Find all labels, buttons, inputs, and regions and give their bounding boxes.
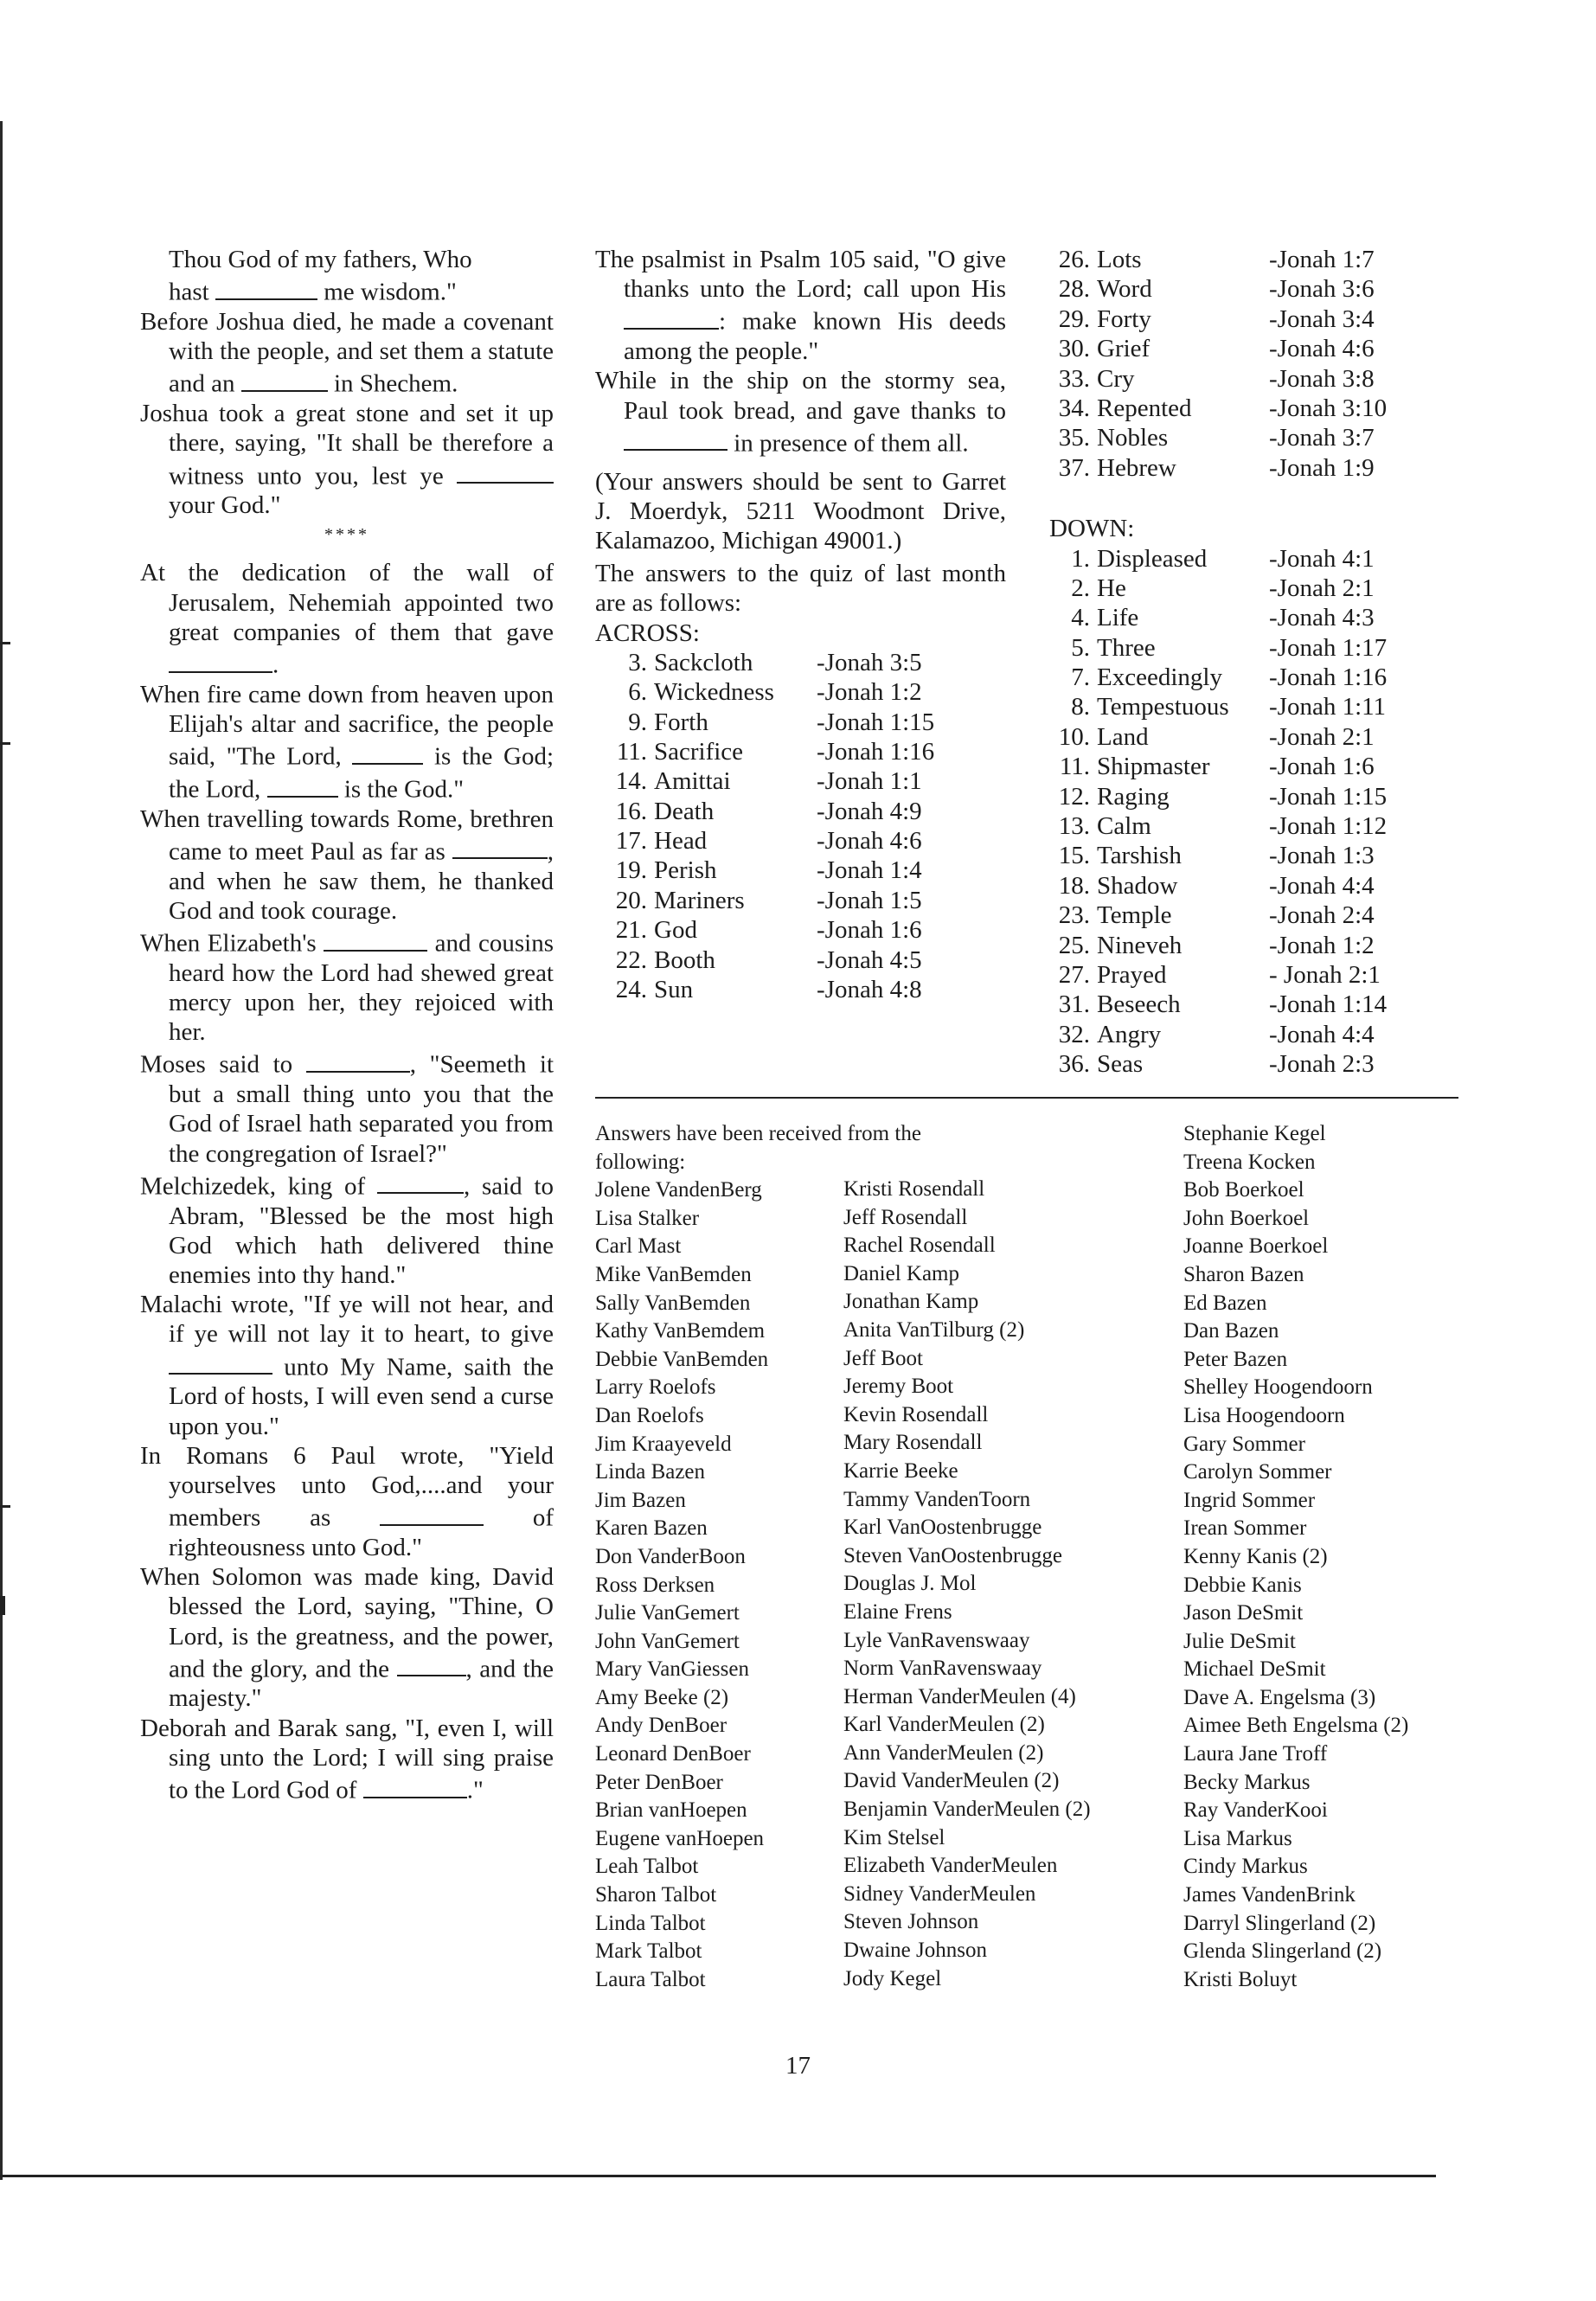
- respondent-name: Jolene VandenBerg: [595, 1178, 762, 1202]
- answer-reference: -Jonah 1:11: [1269, 693, 1387, 721]
- respondent-name: Debbie Kanis: [1183, 1573, 1302, 1597]
- answer-number: 3.: [628, 648, 647, 676]
- respondent-name: Darryl Slingerland (2): [1183, 1911, 1376, 1935]
- answer-row: [595, 677, 1006, 707]
- scan-edge-mark: [0, 1596, 5, 1615]
- respondent-name: James VandenBrink: [1183, 1883, 1356, 1907]
- answer-number: 5.: [1071, 633, 1090, 662]
- answers-column-3: [1049, 245, 1465, 1080]
- answer-word: Sacrifice: [654, 737, 744, 766]
- respondent-name: Brian vanHoepen: [595, 1798, 747, 1823]
- answer-number: 16.: [615, 797, 647, 825]
- answer-number: 14.: [615, 767, 647, 796]
- respondent-name: Anita VanTilburg (2): [843, 1317, 1025, 1342]
- answer-reference: -Jonah 1:17: [1269, 633, 1388, 662]
- quiz-question: Joshua took a great stone and set it up there, saying, "It shall be therefore a witness unto you, lest ye your God.": [140, 400, 554, 520]
- scan-left-edge: [0, 121, 3, 2180]
- respondent-name: Karen Bazen: [595, 1516, 708, 1541]
- answer-number: 6.: [628, 678, 647, 707]
- answer-row: [1049, 663, 1465, 692]
- respondent-name: Michael DeSmit: [1183, 1657, 1326, 1682]
- answer-row: [595, 766, 1006, 796]
- respondent-name: Laura Jane Troff: [1183, 1742, 1328, 1766]
- respondent-name: Ed Bazen: [1183, 1291, 1267, 1315]
- answer-row: [1049, 1049, 1465, 1079]
- answer-row: [1049, 394, 1465, 423]
- respondent-name: David VanderMeulen (2): [843, 1769, 1060, 1793]
- answer-row: [1049, 960, 1465, 990]
- names-column-2: [843, 1176, 1091, 1990]
- quiz-question: When Elizabeth's and cousins heard how the Lord had shewed great mercy upon her, they rejoiced with her.: [140, 926, 554, 1047]
- page-number: 17: [785, 2052, 811, 2080]
- answer-number: 31.: [1058, 990, 1090, 1019]
- answer-row: [1049, 364, 1465, 394]
- answer-word: Seas: [1097, 1050, 1144, 1079]
- respondent-name: Leah Talbot: [595, 1855, 699, 1879]
- respondent-name: Ross Derksen: [595, 1573, 715, 1597]
- answer-blank: [352, 739, 423, 765]
- answer-row: [1049, 574, 1465, 603]
- answer-number: 17.: [615, 827, 647, 856]
- answer-number: 13.: [1058, 812, 1090, 841]
- respondent-name: Dave A. Engelsma (3): [1183, 1685, 1376, 1709]
- answer-reference: -Jonah 1:15: [817, 708, 935, 736]
- answer-row: [1049, 722, 1465, 752]
- answer-reference: -Jonah 1:5: [817, 886, 922, 914]
- respondent-name: Mike VanBemden: [595, 1262, 752, 1286]
- answer-word: Forth: [654, 708, 708, 736]
- respondent-name: Jason DeSmit: [1183, 1601, 1304, 1625]
- across-heading: ACROSS:: [595, 619, 700, 647]
- respondent-name: Andy DenBoer: [595, 1714, 727, 1738]
- answer-blank: [324, 926, 427, 952]
- answer-reference: -Jonah 1:2: [817, 678, 922, 707]
- answer-word: Death: [654, 797, 715, 825]
- scan-edge-mark: [0, 642, 10, 644]
- respondent-name: Sidney VanderMeulen: [843, 1881, 1036, 1906]
- answer-word: Repented: [1097, 394, 1192, 422]
- respondent-name: Mary VanGiessen: [595, 1657, 749, 1682]
- respondent-name: Sharon Bazen: [1183, 1262, 1304, 1286]
- answer-reference: -Jonah 4:3: [1269, 604, 1375, 632]
- answer-reference: -Jonah 4:8: [817, 976, 922, 1004]
- answer-blank: [624, 304, 719, 330]
- answer-number: 22.: [615, 945, 647, 974]
- respondent-name: Herman VanderMeulen (4): [843, 1684, 1076, 1708]
- answer-row: [1049, 841, 1465, 870]
- answer-reference: -Jonah 2:3: [1269, 1050, 1375, 1079]
- quiz-question: In Romans 6 Paul wrote, "Yield yourselves unto God,....and your members as of righteousness unto God.": [140, 1441, 554, 1561]
- scan-edge-mark: [0, 1505, 10, 1508]
- answer-word: Three: [1097, 633, 1156, 662]
- answer-blank: [267, 772, 338, 798]
- answer-row: [595, 975, 1006, 1004]
- answer-reference: -Jonah 1:1: [817, 767, 922, 796]
- respondent-name: Carolyn Sommer: [1183, 1460, 1332, 1484]
- received-intro-line: Answers have been received from the: [595, 1122, 921, 1145]
- answer-word: Mariners: [654, 886, 745, 914]
- respondent-name: Julie DeSmit: [1183, 1629, 1296, 1653]
- answer-row: [1049, 990, 1465, 1019]
- respondent-name: Jim Bazen: [595, 1488, 686, 1512]
- respondent-name: Lisa Hoogendoorn: [1183, 1403, 1345, 1427]
- answer-reference: -Jonah 3:7: [1269, 424, 1375, 452]
- answer-blank: [169, 647, 272, 673]
- answer-word: God: [654, 916, 697, 945]
- respondent-name: Glenda Slingerland (2): [1183, 1939, 1382, 1964]
- respondent-name: Jeremy Boot: [843, 1375, 954, 1399]
- respondent-name: Kristi Rosendall: [843, 1177, 985, 1201]
- answer-reference: -Jonah 3:5: [817, 648, 922, 676]
- respondent-name: Sharon Talbot: [595, 1883, 717, 1907]
- answer-reference: -Jonah 1:6: [1269, 753, 1375, 781]
- answer-number: 34.: [1058, 394, 1090, 422]
- answer-row: [595, 915, 1006, 945]
- respondent-name: Kenny Kanis (2): [1183, 1544, 1328, 1568]
- answer-row: [1049, 811, 1465, 841]
- respondent-name: Karrie Beeke: [843, 1458, 958, 1483]
- answer-number: 11.: [616, 737, 647, 766]
- answer-reference: -Jonah 2:1: [1269, 722, 1375, 751]
- respondent-name: Steven Johnson: [843, 1910, 979, 1934]
- answer-number: 27.: [1058, 960, 1090, 989]
- answer-reference: -Jonah 1:9: [1269, 453, 1375, 482]
- across-answer-list: [595, 648, 1006, 1005]
- respondent-name: Jonathan Kamp: [843, 1290, 979, 1314]
- answer-number: 29.: [1058, 304, 1090, 333]
- answer-number: 1.: [1071, 544, 1090, 573]
- answer-word: Displeased: [1097, 544, 1208, 573]
- answer-row: [1049, 274, 1465, 304]
- respondent-name: John Boerkoel: [1183, 1206, 1310, 1230]
- answer-word: Nineveh: [1097, 931, 1183, 959]
- respondent-name: Gary Sommer: [1183, 1432, 1305, 1456]
- answer-number: 30.: [1058, 335, 1090, 363]
- respondent-name: Mary Rosendall: [843, 1431, 983, 1455]
- respondent-name: Ray VanderKooi: [1183, 1798, 1328, 1823]
- respondent-name: Elaine Frens: [843, 1599, 952, 1624]
- respondent-name: Shelley Hoogendoorn: [1183, 1375, 1373, 1400]
- answer-number: 33.: [1058, 364, 1090, 393]
- answer-reference: -Jonah 1:15: [1269, 782, 1388, 811]
- quiz-question: At the dedication of the wall of Jerusalem, Nehemiah appointed two great companies of them that gave .: [140, 559, 554, 679]
- respondent-name: Kathy VanBemdem: [595, 1319, 766, 1343]
- answer-row: [595, 797, 1006, 826]
- respondent-name: Julie VanGemert: [595, 1601, 740, 1625]
- answer-word: Prayed: [1097, 960, 1167, 989]
- answer-reference: -Jonah 1:6: [817, 916, 922, 945]
- answer-reference: -Jonah 3:10: [1269, 394, 1388, 422]
- answer-number: 21.: [615, 916, 647, 945]
- respondent-name: Karl VanOostenbrugge: [843, 1516, 1042, 1540]
- answer-reference: -Jonah 1:3: [1269, 842, 1375, 870]
- answer-reference: -Jonah 3:6: [1269, 275, 1375, 304]
- quiz-question: When Solomon was made king, David blessed the Lord, saying, "Thine, O Lord, is the greatness, and the power, and the glory, and the , and the majesty.": [140, 1563, 554, 1713]
- section-divider-stars: ****: [324, 525, 369, 545]
- answer-word: Beseech: [1097, 990, 1181, 1019]
- quiz-question: When fire came down from heaven upon Elijah's altar and sacrifice, the people said, "The Lord, is the God; the Lord, is the God.": [140, 680, 554, 804]
- respondent-name: Joanne Boerkoel: [1183, 1234, 1329, 1259]
- answer-blank: [169, 1349, 272, 1375]
- quiz-question: Melchizedek, king of , said to Abram, "Blessed be the most high God which hath delivered thine enemies into thy hand.": [140, 1169, 554, 1290]
- answer-blank: [241, 366, 328, 392]
- answer-reference: -Jonah 2:1: [1269, 574, 1375, 602]
- answer-word: Grief: [1097, 335, 1151, 363]
- answer-row: [1049, 871, 1465, 901]
- answer-row: [1049, 1020, 1465, 1049]
- respondent-name: John VanGemert: [595, 1629, 740, 1653]
- respondent-name: Sally VanBemden: [595, 1291, 751, 1315]
- answer-number: 24.: [615, 976, 647, 1004]
- answer-number: 12.: [1058, 782, 1090, 811]
- answer-word: Wickedness: [654, 678, 774, 707]
- answer-row: [595, 826, 1006, 856]
- answer-reference: -Jonah 3:8: [1269, 364, 1375, 393]
- respondent-name: Eugene vanHoepen: [595, 1826, 765, 1850]
- answer-word: He: [1097, 574, 1126, 602]
- down-answer-list: [1049, 544, 1465, 1080]
- respondent-name: Leonard DenBoer: [595, 1742, 751, 1766]
- respondent-name: Irean Sommer: [1183, 1516, 1307, 1541]
- answer-blank: [306, 1047, 410, 1073]
- answer-reference: -Jonah 1:4: [817, 856, 922, 885]
- answer-blank: [397, 1651, 466, 1677]
- answer-word: Shadow: [1097, 871, 1178, 900]
- answer-row: [1049, 633, 1465, 663]
- answer-number: 2.: [1071, 574, 1090, 602]
- answer-number: 8.: [1071, 693, 1090, 721]
- respondent-name: Dan Bazen: [1183, 1319, 1279, 1343]
- answer-blank: [377, 1169, 464, 1195]
- answer-blank: [363, 1772, 467, 1798]
- answer-row: [1049, 901, 1465, 930]
- respondent-name: Kevin Rosendall: [843, 1402, 989, 1426]
- respondent-name: Peter Bazen: [1183, 1347, 1288, 1371]
- quiz-question: Before Joshua died, he made a covenant with the people, and set them a statute and an in Shechem.: [140, 307, 554, 398]
- answer-row: [595, 708, 1006, 737]
- respondent-name: Ann VanderMeulen (2): [843, 1740, 1044, 1765]
- answer-word: Word: [1097, 275, 1152, 304]
- answer-reference: -Jonah 3:4: [1269, 304, 1375, 333]
- names-column-3: [1183, 1120, 1409, 1991]
- section-rule: [595, 1097, 1458, 1099]
- answer-number: 7.: [1071, 663, 1090, 692]
- respondent-name: Elizabeth VanderMeulen: [843, 1854, 1058, 1878]
- respondent-name: Becky Markus: [1183, 1770, 1311, 1794]
- answer-word: Amittai: [654, 767, 731, 796]
- quiz-question: Malachi wrote, "If ye will not hear, and if ye will not lay it to heart, to give unto My Name, saith the Lord of hosts, I will even send a curse upon you.": [140, 1291, 554, 1440]
- answer-number: 11.: [1059, 753, 1090, 781]
- respondent-name: Benjamin VanderMeulen (2): [843, 1798, 1091, 1822]
- answer-number: 37.: [1058, 453, 1090, 482]
- answer-word: Forty: [1097, 304, 1151, 333]
- answer-number: 9.: [628, 708, 647, 736]
- answer-reference: -Jonah 4:4: [1269, 1020, 1375, 1048]
- respondent-name: Larry Roelofs: [595, 1375, 716, 1400]
- answer-row: [1049, 782, 1465, 811]
- answer-number: 15.: [1058, 842, 1090, 870]
- answer-row: [595, 945, 1006, 975]
- respondent-name: Lyle VanRavenswaay: [843, 1628, 1030, 1652]
- answer-reference: -Jonah 4:6: [1269, 335, 1375, 363]
- answer-word: Raging: [1097, 782, 1170, 811]
- respondent-name: Amy Beeke (2): [595, 1685, 729, 1709]
- answer-row: [595, 856, 1006, 885]
- respondent-name: Treena Kocken: [1183, 1150, 1316, 1174]
- respondent-name: Dwaine Johnson: [843, 1939, 987, 1963]
- answer-word: Sackcloth: [654, 648, 753, 676]
- received-intro-line: following:: [595, 1150, 686, 1174]
- answer-word: Nobles: [1097, 424, 1169, 452]
- answer-row: [1049, 603, 1465, 632]
- answer-reference: -Jonah 1:14: [1269, 990, 1388, 1019]
- respondent-name: Carl Mast: [595, 1234, 682, 1259]
- answer-number: 28.: [1058, 275, 1090, 304]
- answer-row: [1049, 752, 1465, 781]
- respondent-name: Norm VanRavenswaay: [843, 1657, 1042, 1681]
- quiz-column-2: [595, 245, 1006, 1004]
- answer-reference: -Jonah 4:6: [817, 827, 922, 856]
- answer-number: 23.: [1058, 901, 1090, 930]
- respondent-name: Jeff Boot: [843, 1346, 923, 1370]
- quiz-question: When travelling towards Rome, brethren came to meet Paul as far as , and when he saw them, he thanked God and took courage.: [140, 804, 554, 925]
- answer-number: 25.: [1058, 931, 1090, 959]
- across-continued-list: [1049, 245, 1465, 483]
- answer-word: Exceedingly: [1097, 663, 1222, 692]
- respondent-name: Douglas J. Mol: [843, 1572, 977, 1596]
- scan-edge-mark: [0, 742, 10, 745]
- answer-row: [595, 737, 1006, 766]
- answer-word: Hebrew: [1097, 453, 1176, 482]
- quiz-line: hast me wisdom.": [140, 274, 554, 307]
- answer-word: Lots: [1097, 246, 1142, 273]
- respondent-name: Laura Talbot: [595, 1967, 706, 1991]
- respondent-name: Kim Stelsel: [843, 1825, 945, 1849]
- answer-number: 19.: [615, 856, 647, 885]
- respondent-name: Karl VanderMeulen (2): [843, 1713, 1045, 1737]
- answer-word: Tempestuous: [1097, 693, 1229, 721]
- respondent-name: Rachel Rosendall: [843, 1234, 996, 1258]
- answer-number: 36.: [1058, 1050, 1090, 1079]
- submission-note: (Your answers should be sent to Garret J. Moerdyk, 5211 Woodmont Drive, Kalamazoo, Michigan 49001.): [595, 467, 1006, 554]
- answer-word: Booth: [654, 945, 715, 974]
- answer-reference: -Jonah 2:4: [1269, 901, 1375, 930]
- respondent-name: Bob Boerkoel: [1183, 1178, 1304, 1202]
- answer-word: Angry: [1097, 1020, 1162, 1048]
- answer-word: Cry: [1097, 364, 1135, 393]
- answer-reference: - Jonah 2:1: [1269, 960, 1381, 989]
- answer-row: [1049, 304, 1465, 334]
- respondent-name: Kristi Boluyt: [1183, 1967, 1298, 1991]
- answer-number: 32.: [1058, 1020, 1090, 1048]
- answer-row: [1049, 544, 1465, 574]
- quiz-question: Moses said to , "Seemeth it but a small thing unto you that the God of Israel hath separated you from the congregation of Israel?": [140, 1047, 554, 1168]
- answer-word: Shipmaster: [1097, 753, 1210, 781]
- respondent-name: Steven VanOostenbrugge: [843, 1543, 1062, 1567]
- answer-row: [1049, 692, 1465, 721]
- respondent-name: Don VanderBoon: [595, 1544, 746, 1568]
- respondent-name: Stephanie Kegel: [1183, 1122, 1326, 1145]
- answer-blank: [380, 1500, 484, 1526]
- answer-row: [1049, 245, 1465, 274]
- quiz-line: Thou God of my fathers, Who: [169, 246, 472, 273]
- answer-reference: -Jonah 1:7: [1269, 246, 1375, 273]
- respondent-name: Tammy VandenToorn: [843, 1487, 1031, 1511]
- respondent-name: Jeff Rosendall: [843, 1205, 968, 1229]
- quiz-question: Deborah and Barak sang, "I, even I, will sing unto the Lord; I will sing praise to the Lord God of .": [140, 1714, 554, 1804]
- respondent-name: Jody Kegel: [843, 1966, 942, 1990]
- respondent-name: Linda Talbot: [595, 1911, 706, 1935]
- answer-word: Calm: [1097, 812, 1151, 841]
- down-heading: DOWN:: [1049, 515, 1135, 543]
- answer-word: Life: [1097, 604, 1139, 632]
- quiz-question: The psalmist in Psalm 105 said, "O give thanks unto the Lord; call upon His : make known His deeds among the people.": [595, 246, 1006, 366]
- respondent-name: Lisa Markus: [1183, 1826, 1292, 1850]
- respondent-name: Cindy Markus: [1183, 1855, 1308, 1879]
- scan-bottom-edge: [0, 2175, 1436, 2177]
- answer-word: Temple: [1097, 901, 1172, 930]
- respondent-name: Linda Bazen: [595, 1460, 706, 1484]
- answers-intro: The answers to the quiz of last month are as follows:: [595, 560, 1006, 618]
- answer-reference: -Jonah 4:4: [1269, 871, 1375, 900]
- answer-reference: -Jonah 1:16: [1269, 663, 1388, 692]
- answer-row: [1049, 334, 1465, 363]
- answer-row: [1049, 931, 1465, 960]
- answer-row: [595, 886, 1006, 915]
- respondent-name: Lisa Stalker: [595, 1206, 700, 1230]
- answer-reference: -Jonah 4:5: [817, 945, 922, 974]
- answer-blank: [452, 834, 548, 860]
- respondent-name: Aimee Beth Engelsma (2): [1183, 1714, 1409, 1738]
- answer-row: [595, 648, 1006, 677]
- answer-number: 4.: [1071, 604, 1090, 632]
- answer-reference: -Jonah 4:9: [817, 797, 922, 825]
- respondent-name: Mark Talbot: [595, 1939, 702, 1964]
- respondent-name: Dan Roelofs: [595, 1403, 704, 1427]
- answer-reference: -Jonah 1:12: [1269, 812, 1388, 841]
- answer-word: Sun: [654, 976, 694, 1004]
- respondent-name: Ingrid Sommer: [1183, 1488, 1316, 1512]
- answer-row: [1049, 453, 1465, 483]
- answer-row: [1049, 423, 1465, 452]
- respondent-name: Debbie VanBemden: [595, 1347, 769, 1371]
- respondent-name: Daniel Kamp: [843, 1261, 959, 1285]
- quiz-column-1: [140, 245, 554, 1805]
- answer-word: Tarshish: [1097, 842, 1182, 870]
- answer-number: 26.: [1058, 246, 1090, 273]
- answer-number: 35.: [1058, 424, 1090, 452]
- answer-blank: [457, 458, 554, 484]
- answer-reference: -Jonah 1:2: [1269, 931, 1375, 959]
- quiz-question: While in the ship on the stormy sea, Paul took bread, and gave thanks to in presence of them all.: [595, 367, 1006, 458]
- answer-word: Land: [1097, 722, 1149, 751]
- answer-number: 20.: [615, 886, 647, 914]
- answer-word: Head: [654, 827, 708, 856]
- respondent-name: Peter DenBoer: [595, 1770, 723, 1794]
- answer-blank: [215, 274, 317, 300]
- answer-number: 18.: [1058, 871, 1090, 900]
- answer-reference: -Jonah 1:16: [817, 737, 935, 766]
- respondent-name: Jim Kraayeveld: [595, 1432, 732, 1456]
- answer-blank: [624, 426, 727, 452]
- answer-word: Perish: [654, 856, 717, 885]
- answer-reference: -Jonah 4:1: [1269, 544, 1375, 573]
- answer-number: 10.: [1058, 722, 1090, 751]
